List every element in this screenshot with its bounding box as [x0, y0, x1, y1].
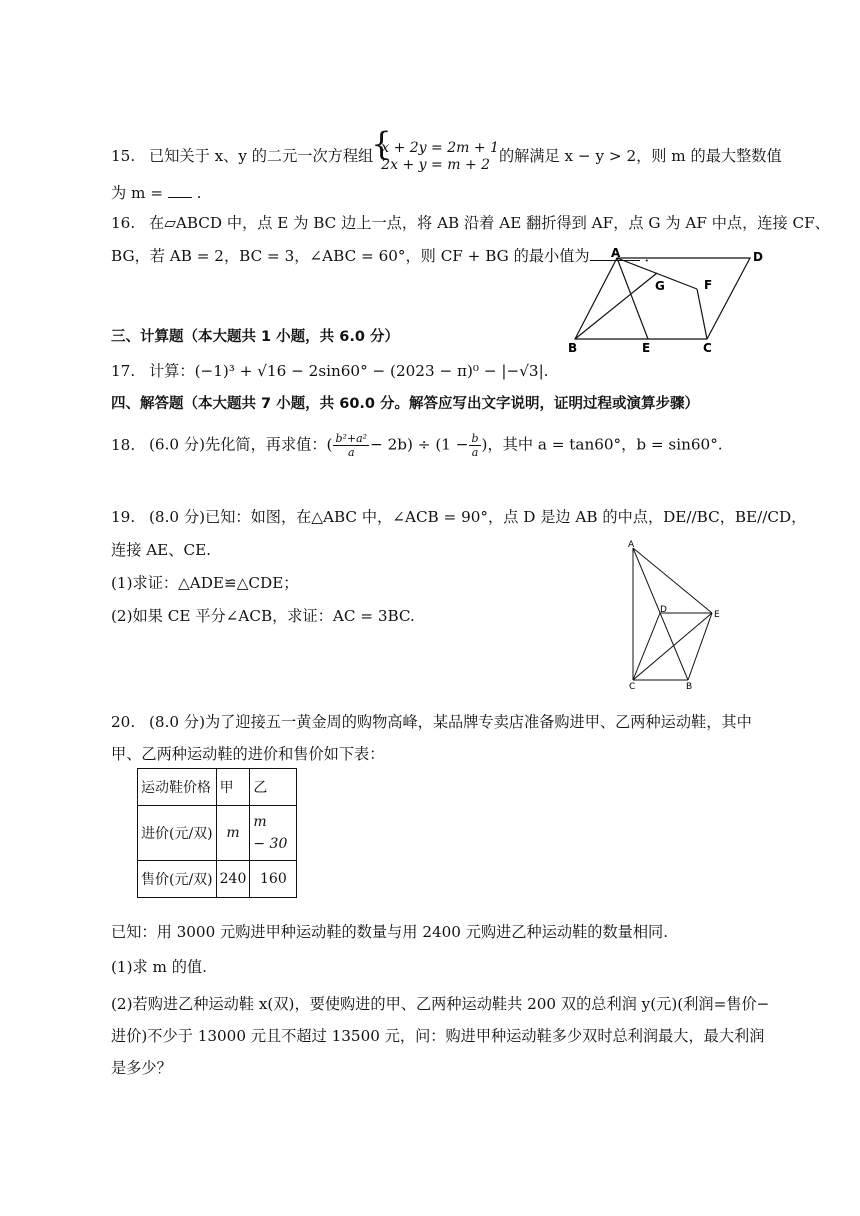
q19-line2: 连接 AE、CE.	[111, 541, 211, 559]
q16-text-2: BG，若 AB = 2，BC = 3，∠ABC = 60°，则 CF + BG 的最小值为	[111, 247, 590, 265]
fig19-label-a: A	[628, 540, 635, 550]
q15-end: .	[196, 184, 202, 202]
q19-line1	[111, 507, 806, 527]
q19-number: 19.	[111, 508, 136, 526]
section-3-heading: 三、计算题（本大题共 1 小题，共 6.0 分）	[111, 329, 399, 345]
q20-line2: 甲、乙两种运动鞋的进价和售价如下表：	[111, 745, 385, 763]
table-cell: 160	[250, 861, 297, 898]
section-4-heading: 四、解答题（本大题共 7 小题，共 60.0 分。解答应写出文字说明，证明过程或演算步骤）	[111, 396, 700, 412]
table-cell: 乙	[250, 769, 297, 806]
label-b: B	[568, 341, 578, 355]
table-cell-line: − 30	[253, 836, 288, 852]
fig19-label-c: C	[629, 682, 636, 692]
q18-fraction-2	[469, 432, 480, 459]
q19-text-1: (8.0 分)已知：如图，在△ABC 中，∠ACB = 90°，点 D 是边 AB 的中点，DE//BC，BE//CD，	[149, 508, 807, 526]
label-e: E	[642, 341, 651, 355]
table-cell: 运动鞋价格	[138, 769, 217, 806]
shoe-price-table	[137, 768, 297, 898]
q16-line1	[111, 213, 830, 233]
q20-text-1: (8.0 分)为了迎接五一黄金周的购物高峰，某品牌专卖店准备购进甲、乙两种运动鞋，其中	[149, 713, 752, 731]
fig19-label-b: B	[686, 682, 693, 692]
label-a: A	[611, 246, 621, 260]
q15-answer-prefix: 为 m =	[111, 184, 163, 202]
q15-intro: 已知关于 x、y 的二元一次方程组	[149, 147, 374, 165]
q20-number: 20.	[111, 713, 136, 731]
q19-triangle-figure	[620, 536, 732, 694]
q16-text-1: 在▱ABCD 中，点 E 为 BC 边上一点，将 AB 沿着 AE 翻折得到 AF，点 G 为 AF 中点，连接 CF、	[149, 214, 830, 232]
q18-frac2-numerator: b	[471, 432, 479, 445]
q15-answer-blank[interactable]	[168, 183, 192, 198]
q20-line1	[111, 712, 752, 732]
q20-part2-line2: 进价)不少于 13000 元且不超过 13500 元，问：购进甲种运动鞋多少双时总利润最大，最大利润	[111, 1027, 765, 1045]
fig19-label-d: D	[660, 605, 667, 615]
q18-pre: (6.0 分)先化简，再求值：(	[149, 435, 333, 454]
table-row	[138, 806, 297, 861]
q20-part2-line1: (2)若购进乙种运动鞋 x(双)，要使购进的甲、乙两种运动鞋共 200 双的总利润 y(元)(利润=售价−	[111, 995, 770, 1013]
table-cell: 售价(元/双)	[138, 861, 217, 898]
q15-equation-2: 2x + y = m + 2	[381, 157, 491, 173]
q20-part1: (1)求 m 的值.	[111, 958, 207, 976]
table-row	[138, 861, 297, 898]
q16-end: ．	[644, 247, 660, 265]
table-cell	[250, 806, 297, 861]
q15-equation-system	[373, 140, 499, 174]
parallelogram-abcd	[575, 258, 750, 339]
q16-parallelogram-figure	[560, 246, 770, 356]
q19-part1: (1)求证：△ADE≌△CDE；	[111, 574, 299, 592]
segment-cd	[633, 613, 660, 680]
q15-number: 15.	[111, 147, 136, 165]
q18-number: 18.	[111, 435, 136, 454]
q18-frac2-denominator: a	[471, 446, 479, 459]
q17-line	[111, 361, 549, 381]
table-cell: 甲	[216, 769, 250, 806]
q19-part2: (2)如果 CE 平分∠ACB，求证：AC = 3BC.	[111, 607, 415, 625]
q15-line2	[111, 183, 201, 203]
table-cell: 进价(元/双)	[138, 806, 217, 861]
table-cell: 240	[216, 861, 250, 898]
q18-fraction-1	[333, 432, 369, 459]
table-cell: m	[216, 806, 250, 861]
q17-text: 计算：(−1)³ + √16 − 2sin60° − (2023 − π)⁰ − |−√3|.	[149, 362, 549, 380]
q18-frac1-numerator: b²+a²	[335, 432, 368, 445]
segment-ae	[617, 258, 648, 339]
q18-line	[111, 432, 723, 459]
q15-equation-1: { x + 2y = 2m + 1	[381, 140, 499, 156]
fig19-label-e: E	[714, 610, 720, 620]
q17-number: 17.	[111, 362, 136, 380]
q16-number: 16.	[111, 214, 136, 232]
table-cell-line: m	[253, 814, 267, 830]
table-row	[138, 769, 297, 806]
q18-frac1-denominator: a	[347, 446, 355, 459]
q18-mid: − 2b) ÷ (1 −	[370, 435, 469, 454]
label-f: F	[704, 278, 713, 292]
segment-cf	[697, 289, 707, 339]
segment-ae	[633, 548, 712, 613]
q15-condition: 的解满足 x − y > 2，则 m 的最大整数值	[498, 147, 782, 165]
label-d: D	[753, 250, 763, 264]
q20-part2-line3: 是多少？	[111, 1059, 172, 1077]
q20-known: 已知：用 3000 元购进甲种运动鞋的数量与用 2400 元购进乙种运动鞋的数量相同.	[111, 923, 669, 941]
q15-line1	[111, 140, 782, 174]
q18-post: )，其中 a = tan60°，b = sin60°.	[481, 435, 723, 454]
label-c: C	[703, 341, 712, 355]
label-g: G	[655, 279, 665, 293]
